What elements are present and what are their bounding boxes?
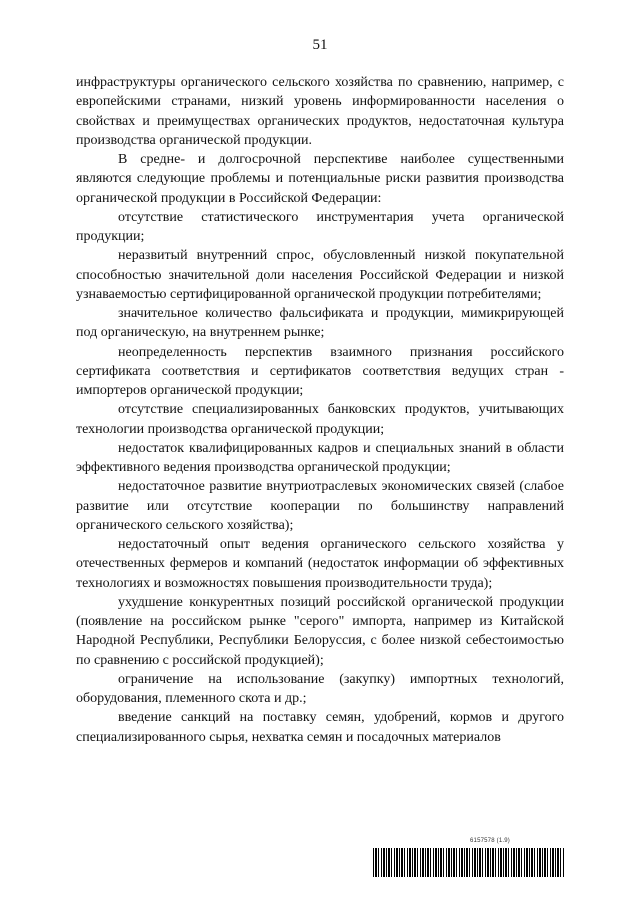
paragraph: недостаточное развитие внутриотраслевых экономических связей (слабое развитие или отсутствие кооперации по большинству направлений органического сельского хозяйства); [76,479,564,533]
paragraph: отсутствие статистического инструментария учета органической продукции; [76,209,564,244]
page-number: 51 [312,37,328,53]
paragraph: неразвитый внутренний спрос, обусловленный низкой покупательной способностью значительной доли населения Российской Федерации и низкой узнаваемостью сертифицированной органической продукции потребителями; [76,248,564,302]
paragraph: недостаток квалифицированных кадров и специальных знаний в области эффективного ведения производства органической продукции; [76,440,564,475]
paragraph: введение санкций на поставку семян, удобрений, кормов и другого специализированного сырья, нехватка семян и посадочных материалов [76,710,564,745]
paragraph: значительное количество фальсификата и продукции, мимикрирующей под органическую, на внутреннем рынке; [76,306,564,341]
body-text [76,73,564,747]
document-code: 6157578 (1.9) [470,838,510,844]
paragraph: отсутствие специализированных банковских продуктов, учитывающих технологии производства органической продукции; [76,402,564,437]
paragraph: В средне- и долгосрочной перспективе наиболее существенными являются следующие проблемы и потенциальные риски развития производства органической продукции в Российской Федерации: [76,152,564,206]
paragraph: инфраструктуры органического сельского хозяйства по сравнению, например, с европейскими странами, низкий уровень информированности населения о свойствах и преимуществах органических продуктов, недостаточная культура производства органической продукции. [76,75,564,148]
barcode-image [373,848,565,877]
paragraph: ухудшение конкурентных позиций российской органической продукции (появление на российском рынке "серого" импорта, например из Китайской Народной Республики, Республики Белоруссия, с более низкой себестоимостью по сравнению с российской продукцией); [76,594,564,668]
paragraph: ограничение на использование (закупку) импортных технологий, оборудования, племенного скота и др.; [76,671,564,706]
paragraph: неопределенность перспектив взаимного признания российского сертификата соответствия и сертификатов соответствия ведущих стран - импортеров органической продукции; [76,344,564,398]
paragraph: недостаточный опыт ведения органического сельского хозяйства у отечественных фермеров и компаний (недостаток информации об эффективных технологиях и возможностях повышения производительности труда); [76,537,564,591]
